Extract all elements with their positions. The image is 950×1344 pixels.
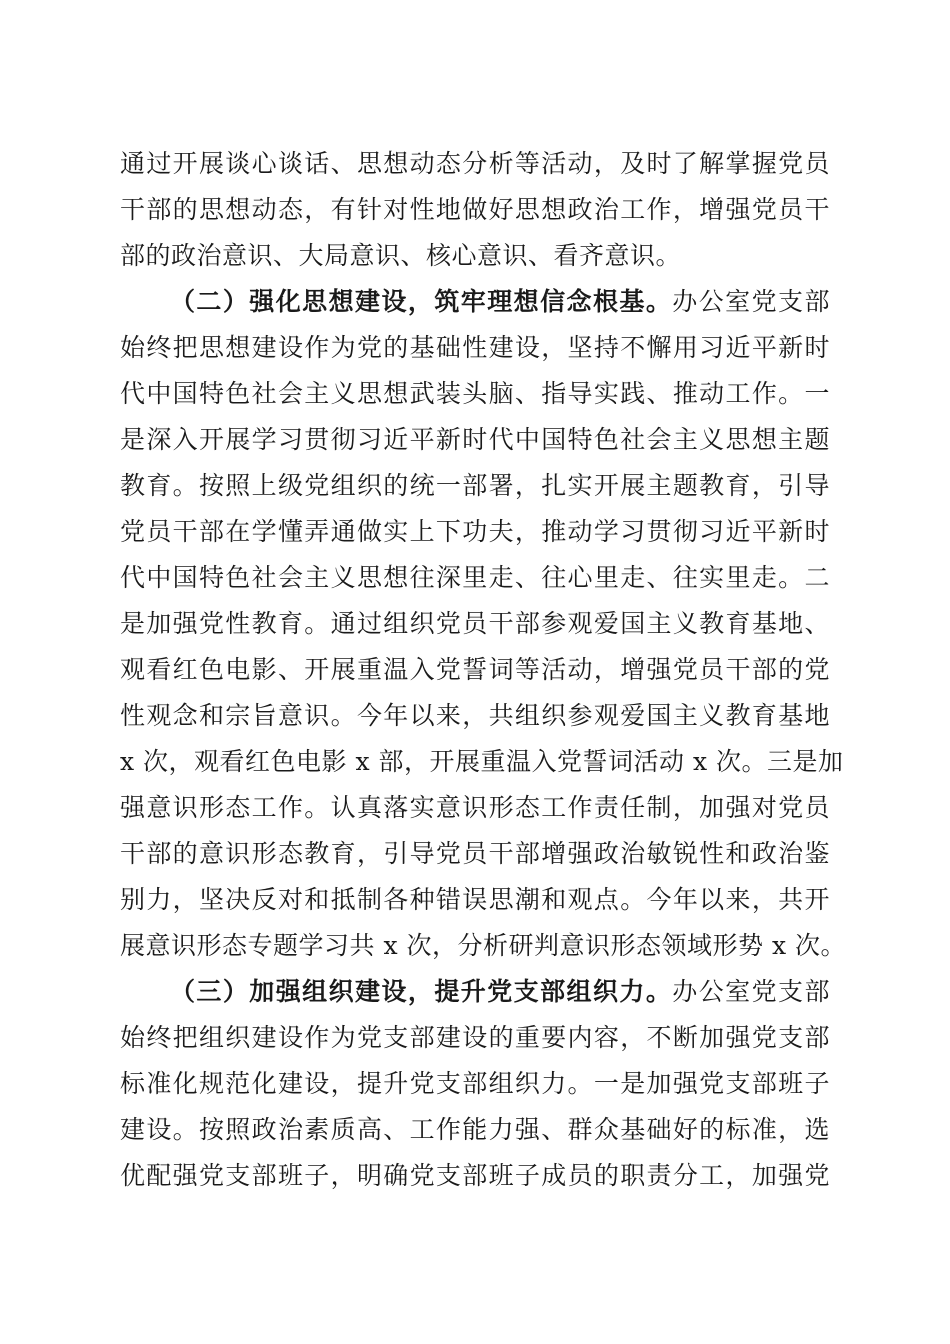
text-line: 教育。按照上级党组织的统一部署，扎实开展主题教育，引导 xyxy=(120,471,830,500)
text-line: 始终把思想建设作为党的基础性建设，坚持不懈用习近平新时 xyxy=(120,333,830,362)
section-heading-2: （二）强化思想建设，筑牢理想信念根基。 xyxy=(170,287,673,316)
text-span: 办公室党支部 xyxy=(672,287,830,316)
text-line xyxy=(120,279,830,325)
text-line: x 次，观看红色电影 x 部，开展重温入党誓词活动 x 次。三是加 xyxy=(120,747,844,776)
paragraph-1 xyxy=(120,141,830,279)
section-heading-3: （三）加强组织建设，提升党支部组织力。 xyxy=(170,977,673,1006)
text-line: 通过开展谈心谈话、思想动态分析等活动，及时了解掌握党员 xyxy=(120,149,830,178)
text-line: 干部的意识形态教育，引导党员干部增强政治敏锐性和政治鉴 xyxy=(120,839,830,868)
text-line: 强意识形态工作。认真落实意识形态工作责任制，加强对党员 xyxy=(120,793,830,822)
text-line: 代中国特色社会主义思想往深里走、往心里走、往实里走。二 xyxy=(120,563,830,592)
text-line: 是深入开展学习贯彻习近平新时代中国特色社会主义思想主题 xyxy=(120,425,830,454)
text-line: 优配强党支部班子，明确党支部班子成员的职责分工，加强党 xyxy=(120,1161,830,1190)
text-line: 建设。按照政治素质高、工作能力强、群众基础好的标准，选 xyxy=(120,1115,830,1144)
text-line: 部的政治意识、大局意识、核心意识、看齐意识。 xyxy=(120,241,682,270)
text-line: 别力，坚决反对和抵制各种错误思潮和观点。今年以来，共开 xyxy=(120,885,830,914)
text-line: 观看红色电影、开展重温入党誓词等活动，增强党员干部的党 xyxy=(120,655,830,684)
text-line: 展意识形态专题学习共 x 次，分析研判意识形态领域形势 x 次。 xyxy=(120,931,846,960)
text-line: 代中国特色社会主义思想武装头脑、指导实践、推动工作。一 xyxy=(120,379,830,408)
text-line: 是加强党性教育。通过组织党员干部参观爱国主义教育基地、 xyxy=(120,609,830,638)
text-line xyxy=(120,969,830,1015)
paragraph-3 xyxy=(120,969,830,1199)
text-line: 干部的思想动态，有针对性地做好思想政治工作，增强党员干 xyxy=(120,195,830,224)
text-span: 办公室党支部 xyxy=(672,977,830,1006)
text-line: 始终把组织建设作为党支部建设的重要内容，不断加强党支部 xyxy=(120,1023,830,1052)
paragraph-2 xyxy=(120,279,846,969)
text-line: 性观念和宗旨意识。今年以来，共组织参观爱国主义教育基地 xyxy=(120,701,830,730)
text-line: 标准化规范化建设，提升党支部组织力。一是加强党支部班子 xyxy=(120,1069,830,1098)
document-body xyxy=(120,141,846,1199)
text-line: 党员干部在学懂弄通做实上下功夫，推动学习贯彻习近平新时 xyxy=(120,517,830,546)
